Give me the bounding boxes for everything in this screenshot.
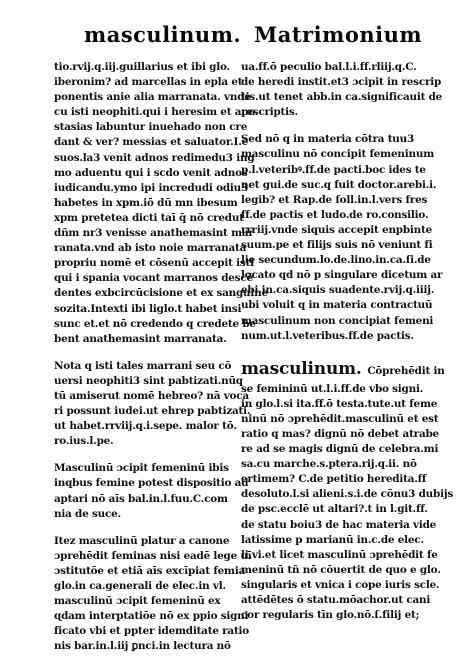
text-line: net gui.de suc.q fuit doctor.arebi.i. [241,178,437,191]
text-line: ranata.vnd ab isto noie marranata [54,242,247,255]
text-line: masculinu nō concipit femeninum [241,148,434,161]
left-paragraph-1 [54,60,268,347]
left-paragraph-4 [54,534,252,655]
text-line: masculinū ɔcipit femeninū ex [54,595,221,608]
text-line: ratio q mas? dignū nō debet atrabe [241,427,439,440]
section-heading-tail: Cōprehēdit in [367,364,445,377]
text-line: cor regularis tīn glo.nō.ſ.filij et; [241,609,420,622]
text-line: masculinum non concipiat femeni [241,314,434,327]
text-line: ut habet.rrviij.q.i.sepe. malor tō. [54,420,237,433]
text-line: ertimem? C.de petitio heredita.ff [241,473,427,486]
text-line: ri possunt iudei.ut ehrep pabtizati. [54,405,251,418]
text-line: ubi voluit q in materia contractuū [241,299,433,312]
text-line: dñm nr3 venisse anathemasint mar [54,227,254,240]
text-line: desoluto.l.si alieni.s.i.de cōnu3 dubijs [241,488,454,501]
text-line: re ad se magis dignū de celebra.mi [241,443,439,456]
text-line: stasias labuntur inuehado non cre [54,121,248,134]
text-line: sozita.Intexti ibi liglo.t habet insi [54,302,242,315]
text-line: bent anathemasint marranata. [54,332,227,345]
text-line: singularis et vnica i cope iuris scle. [241,578,440,591]
text-line: legib? et Rap.de foll.in.l.vers fres [241,193,428,206]
text-line: habetes in xpm.iō dū mn ibesum [54,196,238,209]
text-line: ebi.in.ca.siquis suadente.rvij.q.iiij. [241,284,435,297]
text-line: nis bar.in.l.iij ꝑnci.in lectura nō [54,640,231,653]
text-line: de psc.ecclē ut altari?.t in l.git.ff. [241,503,428,516]
text-line: ff.de pactis et ludo.de ro.consilio. [241,208,429,221]
page-heading-right: Matrimonium [254,22,423,47]
text-line: mo aduentu qui i scdo venit adnos [54,166,248,179]
text-line: Nota q isti tales marrani seu cō [54,359,232,372]
text-line: de statu boiu3 de hac materia vide [241,518,437,531]
text-line: ficato vbi et ppter idemditate ratio [54,625,250,638]
text-line: de heredi instit.et3 ɔcipit in rescrip [241,76,442,89]
text-line: tis.ut tenet abb.in ca.significauit de [241,91,443,104]
right-paragraph-3 [241,382,454,624]
right-paragraph-2 [241,132,443,343]
section-heading-word: masculinum. [241,358,362,379]
text-line: iudicandu.ymo ipi incredudi odiu3 [54,181,249,194]
text-line: sa.cu marche.s.ptera.rij.q.ii. nō [241,458,417,471]
text-line: ɔstitutōe et etiā aīs excīpiat femia [54,564,246,577]
text-line: Sed nō q in materia cōtra tuu3 [241,133,415,146]
text-line: in glo.l.si ita.ff.ō testa.tute.ut feme [241,397,438,410]
text-line: li.vi.et licet masculinū ɔprehēdit fe [241,548,438,561]
text-line: latissime p marianū in.c.de elec. [241,533,424,546]
left-paragraph-3 [54,461,249,521]
text-line: rescriptis. [241,106,298,119]
text-line: iberonim? ad marcellas in epla et [54,76,243,89]
text-line: dant & ver? messias et saluator.I.e [54,136,249,149]
text-line: ɔprehēdit feminas nisi eadē lege uī [54,549,252,562]
text-line: cu isti neophiti.qui i heresim et apo [54,106,256,119]
text-line: locato qd nō p singulare dicetum ar [241,269,443,282]
text-line: suum.pe et filijs suis nō veniunt fi [241,239,433,252]
text-line: aptari nō aīs bal.in.l.fuu.C.com [54,492,228,505]
left-text-column [54,60,268,654]
right-text-column [241,60,454,623]
right-paragraph-1 [241,60,443,120]
text-line: se femininū ut.l.i.ff.de vbo signi. [241,382,424,395]
text-line: num.ut.l.veteribus.ff.de pactis. [241,329,414,342]
text-line: xpm pretetea dicti taī q̄ nō credut [54,211,244,224]
section-heading-masculinum [241,358,445,382]
left-paragraph-2 [54,359,251,450]
text-line: propriu nomē et cōsenū accepit isti [54,257,254,270]
text-line: qui i spania vocant marranos descē [54,272,253,285]
text-line: ninū nō ɔprehēdit.masculinū et est [241,412,439,425]
text-line: sunc et.et nō credendo q credete be [54,317,256,330]
text-line: ponentis anie alia marranata. vnde [54,91,251,104]
text-line: ro.ius.l.pe. [54,435,114,448]
text-line: uersi neophiti3 sint pabtizati.nūq [54,374,243,387]
text-line: dentes exbcircūcisione et ex sanguine [54,287,268,300]
text-line: tio.rvij.q.iij.guillarius et ibi glo. [54,61,230,73]
text-line: p.l.veteribꝰ.ff.de pacti.boc ides te [241,163,426,176]
text-line: meninū tñ nō cōuertit de quo e glo. [241,563,441,576]
text-line: ua.ff.ō peculio bal.l.i.ff.rliij.q.C. [241,61,417,73]
text-line: Itez masculinū platur a canone [54,534,230,547]
page-heading-left: masculinum. [84,22,242,47]
text-line: glo.in ca.generali de elec.in vl. [54,580,226,592]
text-line: Masculinū ɔcipit femeninū ibis [54,462,229,475]
text-line: ɋdam interptatiōe nō ex ppio signi [54,610,249,623]
text-line: suos.la3 venit adnos redimedu3 ing [54,151,255,164]
text-line: lie secundum.lo.de.lino.in.ca.ſi.de [241,254,431,267]
text-line: rrriij.vnde siquis accepit enpbinte [241,223,433,236]
text-line: nia de suce. [54,507,121,520]
text-line: tū amiserut nomē hebreo? nā voca [54,389,249,402]
text-line: inqbus femine potest dispositio ad [54,477,249,490]
text-line: attēdētes ō statu.mōachor.ut cani [241,594,431,606]
